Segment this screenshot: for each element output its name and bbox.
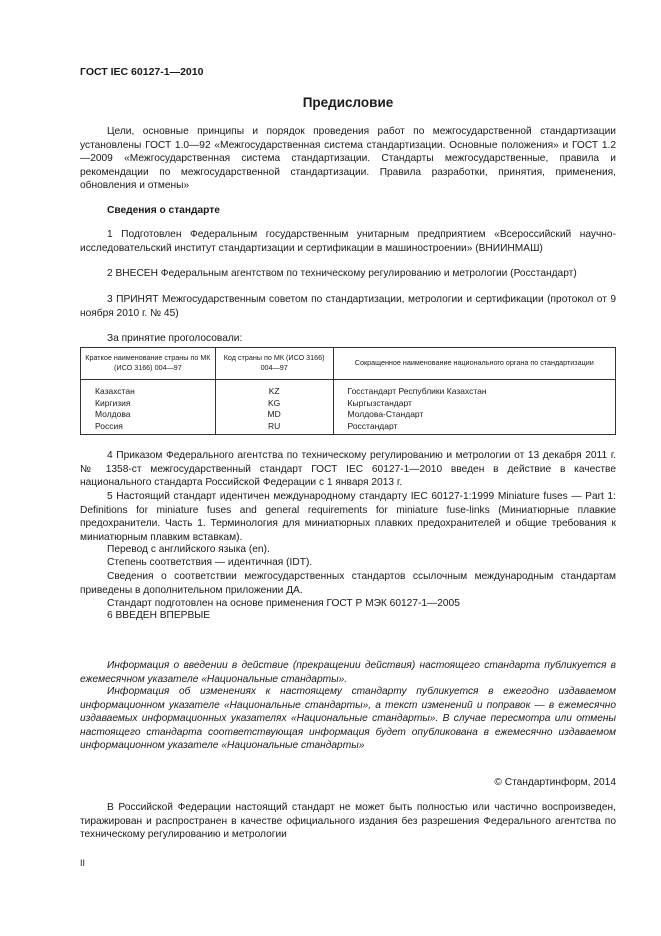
country-name: Молдова bbox=[81, 409, 216, 421]
standards-body: Молдова-Стандарт bbox=[333, 409, 615, 421]
country-name: Киргизия bbox=[81, 398, 216, 410]
standards-body: Госстандарт Республики Казахстан bbox=[333, 380, 615, 398]
votes-table bbox=[80, 347, 616, 435]
document-code-header: ГОСТ IEC 60127-1—2010 bbox=[80, 66, 204, 78]
header-country-name: Краткое наименование страны по МК (ИСО 3166) 004—97 bbox=[81, 348, 216, 380]
standards-body: Кыргызстандарт bbox=[333, 398, 615, 410]
translation-note: Перевод с английского языка (en). bbox=[107, 544, 270, 555]
basis-note: Стандарт подготовлен на основе применения ГОСТ Р МЭК 60127-1—2005 bbox=[107, 598, 460, 609]
country-name: Казахстан bbox=[81, 380, 216, 398]
conformity-degree: Степень соответствия — идентичная (IDT). bbox=[107, 557, 313, 568]
about-standard-heading: Сведения о стандарте bbox=[107, 205, 220, 216]
voted-label: За принятие проголосовали: bbox=[107, 333, 243, 344]
item-5-identical: 5 Настоящий стандарт идентичен международному стандарту IEC 60127-1:1999 Miniature fuses — Part 1: Definitions for miniature fuses and general requirements for miniature fuse-links (Миниатюрные плавкие предохранители. Часть 1. Терминология для миниатюрных плавких предохранителей и общие требования к миниатюрным плавким вставкам). bbox=[80, 491, 616, 543]
country-code: KZ bbox=[215, 380, 333, 398]
country-code: RU bbox=[215, 421, 333, 435]
country-code: MD bbox=[215, 409, 333, 421]
country-name: Россия bbox=[81, 421, 216, 435]
item-2-submitted: 2 ВНЕСЕН Федеральным агентством по техническому регулированию и метрологии (Росстандарт) bbox=[107, 268, 577, 279]
country-code: KG bbox=[215, 398, 333, 410]
table-row bbox=[81, 398, 616, 410]
item-3-adopted: 3 ПРИНЯТ Межгосударственным советом по стандартизации, метрологии и сертификации (протокол от 9 ноября 2010 г. № 45) bbox=[80, 294, 616, 319]
votes-table-header-row bbox=[81, 348, 616, 380]
page-number: II bbox=[80, 858, 86, 868]
header-standards-body: Сокращенное наименование национального органа по стандартизации bbox=[333, 348, 615, 380]
page-title: Предисловие bbox=[302, 95, 394, 110]
intro-paragraph: Цели, основные принципы и порядок проведения работ по межгосударственной стандартизации установлены ГОСТ 1.0—92 «Межгосударственная система стандартизации. Основные положения» и ГОСТ 1.2—2009 «Межгосударственная система стандартизации. Стандарты межгосударственные, правила и рекомендации по межгосударственной стандартизации. Правила разработки, принятия, применения, обновления и отмены» bbox=[80, 126, 616, 191]
item-6-first-introduced: 6 ВВЕДЕН ВПЕРВЫЕ bbox=[107, 610, 211, 621]
standards-body: Росстандарт bbox=[333, 421, 615, 435]
item-1-prepared: 1 Подготовлен Федеральным государственным унитарным предприятием «Всероссийский научно-исследовательский институт стандартизации и сертификации в машиностроении» (ВНИИНМАШ) bbox=[80, 229, 616, 254]
info-changes-notice: Информация об изменениях к настоящему стандарту публикуется в ежегодно издаваемом информационном указателе «Национальные стандарты», а текст изменений и поправок — в ежемесячно издаваемых информационных указателях «Национальные стандарты». В случае пересмотра или отмены настоящего стандарта соответствующая информация будет опубликована в ежемесячно издаваемом информационном указателе «Национальные стандарты» bbox=[80, 686, 616, 751]
rights-notice: В Российской Федерации настоящий стандарт не может быть полностью или частично воспроизведен, тиражирован и распространен в качестве официального издания без разрешения Федерального агентства по техническому регулированию и метрологии bbox=[80, 802, 616, 840]
copyright-line: © Стандартинформ, 2014 bbox=[494, 777, 616, 788]
annex-reference: Сведения о соответствии межгосударственных стандартов ссылочным международным стандартам приведены в дополнительном приложении ДА. bbox=[80, 571, 616, 596]
info-introduction-notice: Информация о введении в действие (прекращении действия) настоящего стандарта публикуется в ежемесячном указателе «Национальные стандарты». bbox=[80, 660, 616, 685]
table-row bbox=[81, 421, 616, 435]
item-4-order: 4 Приказом Федерального агентства по техническому регулированию и метрологии от 13 декабря 2011 г. № 1358-ст межгосударственный стандарт ГОСТ IEC 60127-1—2010 введен в действие в качестве национального стандарта Российской Федерации с 1 января 2013 г. bbox=[80, 450, 616, 488]
table-row bbox=[81, 409, 616, 421]
table-row bbox=[81, 380, 616, 398]
header-country-code: Код страны по МК (ИСО 3166) 004—97 bbox=[215, 348, 333, 380]
